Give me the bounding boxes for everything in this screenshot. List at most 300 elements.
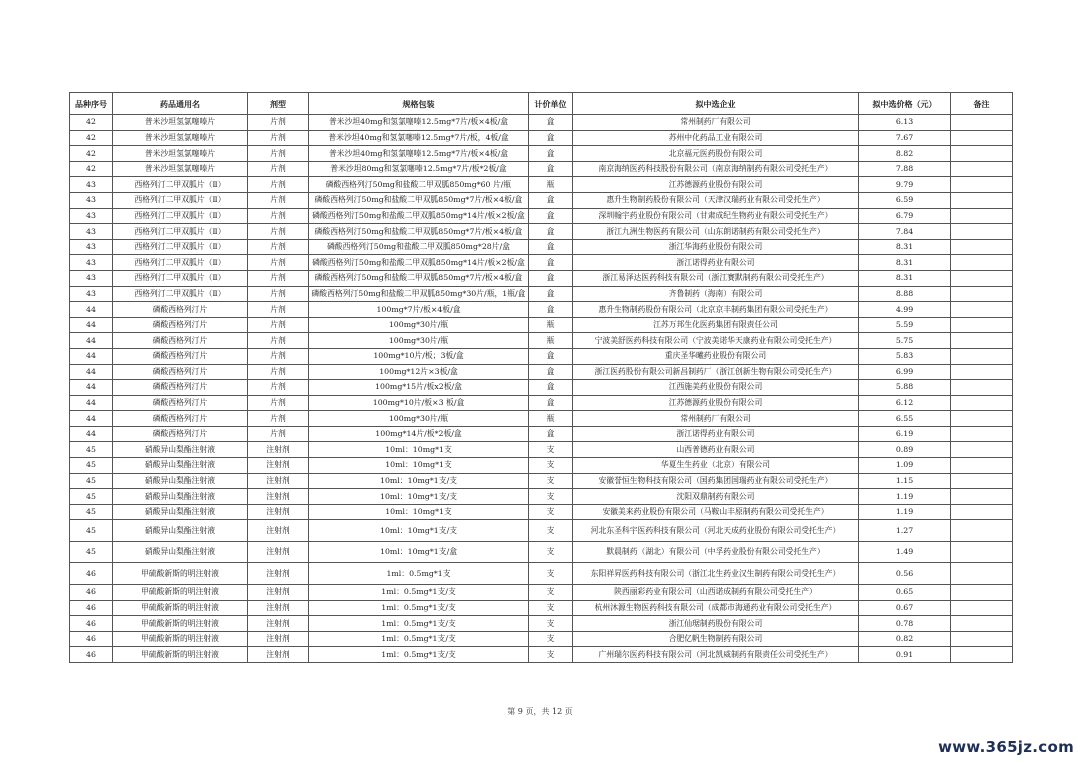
col-company-cell: 北京福元医药股份有限公司 [573,146,859,162]
col-dosage-form-cell: 片剂 [248,395,309,411]
col-spec-cell: 100mg*30片/瓶 [309,317,529,333]
col-drug-name-cell: 西格列汀二甲双胍片（Ⅱ） [113,192,248,208]
col-index-cell: 45 [70,504,113,520]
header-drug-name: 药品通用名 [113,93,248,115]
col-unit-cell: 支 [529,647,573,663]
col-drug-name-cell: 磷酸西格列汀片 [113,333,248,349]
col-company-cell: 杭州沐源生物医药科技有限公司（成都市海通药业有限公司受托生产） [573,600,859,616]
col-spec-cell: 100mg*15片/板x2板/盒 [309,380,529,396]
col-company-cell: 宁波美舒医药科技有限公司（宁波美诺华天康药业有限公司受托生产） [573,333,859,349]
col-company-cell: 安徽誉恒生物科技有限公司（国药集团国瑞药业有限公司受托生产） [573,473,859,489]
col-spec-cell: 普米沙坦40mg和氢氯噻嗪12.5mg*7片/板×4板/盒 [309,146,529,162]
col-dosage-form-cell: 注射剂 [248,647,309,663]
col-price-cell: 1.27 [859,520,951,542]
site-watermark: www.365jz.com [938,738,1074,756]
col-dosage-form-cell: 片剂 [248,317,309,333]
table-row [70,473,1013,489]
col-remark-cell [951,146,1013,162]
header-spec: 规格包装 [309,93,529,115]
col-index-cell: 43 [70,270,113,286]
col-spec-cell: 磷酸西格列汀50mg和盐酸二甲双胍850mg*7片/板×4板/盒 [309,224,529,240]
col-index-cell: 45 [70,520,113,542]
col-company-cell: 浙江仙琚制药股份有限公司 [573,616,859,632]
col-price-cell: 0.89 [859,442,951,458]
col-price-cell: 1.09 [859,458,951,474]
col-drug-name-cell: 甲硫酸新斯的明注射液 [113,647,248,663]
col-index-cell: 44 [70,380,113,396]
col-index-cell: 42 [70,161,113,177]
col-index-cell: 45 [70,489,113,505]
table-row [70,224,1013,240]
col-company-cell: 江西施美药业股份有限公司 [573,380,859,396]
header-price: 拟中选价格（元） [859,93,951,115]
col-remark-cell [951,224,1013,240]
col-price-cell: 6.19 [859,426,951,442]
header-unit: 计价单位 [529,93,573,115]
col-remark-cell [951,395,1013,411]
col-company-cell: 山西普德药业有限公司 [573,442,859,458]
col-dosage-form-cell: 注射剂 [248,473,309,489]
col-dosage-form-cell: 片剂 [248,177,309,193]
page-number: 第 9 页，共 12 页 [507,707,573,716]
table-row [70,192,1013,208]
col-dosage-form-cell: 片剂 [248,302,309,318]
col-unit-cell: 支 [529,563,573,585]
table-row [70,442,1013,458]
col-unit-cell: 盒 [529,286,573,302]
col-unit-cell: 支 [529,541,573,563]
col-price-cell: 0.82 [859,631,951,647]
col-spec-cell: 100mg*12片×3板/盒 [309,364,529,380]
table-row [70,600,1013,616]
table-body [70,115,1013,663]
header-index: 品种序号 [70,93,113,115]
col-spec-cell: 磷酸西格列汀50mg和盐酸二甲双胍850mg*14片/板×2板/盒 [309,255,529,271]
col-index-cell: 44 [70,348,113,364]
col-price-cell: 4.99 [859,302,951,318]
col-remark-cell [951,504,1013,520]
col-spec-cell: 10ml：10mg*1支/支 [309,489,529,505]
col-price-cell: 5.88 [859,380,951,396]
col-price-cell: 0.67 [859,600,951,616]
col-price-cell: 8.31 [859,270,951,286]
col-company-cell: 浙江诺得药业有限公司 [573,426,859,442]
col-dosage-form-cell: 注射剂 [248,600,309,616]
col-unit-cell: 盒 [529,255,573,271]
col-remark-cell [951,177,1013,193]
col-dosage-form-cell: 片剂 [248,130,309,146]
col-dosage-form-cell: 片剂 [248,192,309,208]
col-spec-cell: 1ml：0.5mg*1支/支 [309,600,529,616]
col-company-cell: 安徽美来药业股份有限公司（马鞍山丰原制药有限公司受托生产） [573,504,859,520]
col-price-cell: 6.59 [859,192,951,208]
col-company-cell: 江苏德源药业股份有限公司 [573,395,859,411]
col-drug-name-cell: 西格列汀二甲双胍片（Ⅱ） [113,270,248,286]
col-unit-cell: 支 [529,442,573,458]
col-remark-cell [951,520,1013,542]
col-dosage-form-cell: 注射剂 [248,631,309,647]
col-index-cell: 44 [70,426,113,442]
col-dosage-form-cell: 注射剂 [248,584,309,600]
col-dosage-form-cell: 注射剂 [248,563,309,585]
col-dosage-form-cell: 片剂 [248,348,309,364]
col-unit-cell: 支 [529,584,573,600]
col-spec-cell: 1ml：0.5mg*1支/支 [309,584,529,600]
col-remark-cell [951,270,1013,286]
col-remark-cell [951,541,1013,563]
col-drug-name-cell: 普米沙坦氢氯噻嗪片 [113,161,248,177]
col-price-cell: 0.78 [859,616,951,632]
col-drug-name-cell: 磷酸西格列汀片 [113,348,248,364]
col-dosage-form-cell: 注射剂 [248,504,309,520]
table-row [70,380,1013,396]
col-drug-name-cell: 硝酸异山梨酯注射液 [113,520,248,542]
col-remark-cell [951,380,1013,396]
col-remark-cell [951,130,1013,146]
col-company-cell: 常州制药厂有限公司 [573,115,859,131]
col-spec-cell: 10ml：10mg*1支/支 [309,520,529,542]
col-index-cell: 44 [70,302,113,318]
col-spec-cell: 普米沙坦80mg和氢氯噻嗪12.5mg*7片/板*2板/盒 [309,161,529,177]
col-dosage-form-cell: 注射剂 [248,458,309,474]
col-unit-cell: 支 [529,520,573,542]
col-drug-name-cell: 西格列汀二甲双胍片（Ⅱ） [113,208,248,224]
col-company-cell: 东阳祥昇医药科技有限公司（浙江北生药业汉生制药有限公司受托生产） [573,563,859,585]
col-unit-cell: 支 [529,600,573,616]
table-row [70,411,1013,427]
col-drug-name-cell: 磷酸西格列汀片 [113,395,248,411]
col-unit-cell: 盒 [529,224,573,240]
col-company-cell: 江苏德源药业股份有限公司 [573,177,859,193]
col-unit-cell: 盒 [529,395,573,411]
col-drug-name-cell: 西格列汀二甲双胍片（Ⅱ） [113,255,248,271]
table-row [70,161,1013,177]
col-company-cell: 深圳翰宇药业股份有限公司（甘肃成纪生物药业有限公司受托生产） [573,208,859,224]
col-index-cell: 42 [70,146,113,162]
header-company: 拟中选企业 [573,93,859,115]
col-index-cell: 44 [70,411,113,427]
col-spec-cell: 100mg*7片/板×4板/盒 [309,302,529,318]
col-drug-name-cell: 西格列汀二甲双胍片（Ⅱ） [113,224,248,240]
col-price-cell: 1.19 [859,489,951,505]
col-dosage-form-cell: 注射剂 [248,442,309,458]
table-row [70,130,1013,146]
col-index-cell: 44 [70,333,113,349]
col-drug-name-cell: 磷酸西格列汀片 [113,364,248,380]
col-price-cell: 8.31 [859,255,951,271]
col-index-cell: 45 [70,541,113,563]
table-row [70,647,1013,663]
col-price-cell: 6.13 [859,115,951,131]
col-price-cell: 1.49 [859,541,951,563]
col-price-cell: 5.75 [859,333,951,349]
col-company-cell: 浙江诺得药业有限公司 [573,255,859,271]
col-price-cell: 1.15 [859,473,951,489]
col-spec-cell: 10ml：10mg*1支 [309,504,529,520]
col-price-cell: 6.55 [859,411,951,427]
col-company-cell: 广州瑞尔医药科技有限公司（河北凯威制药有限责任公司受托生产） [573,647,859,663]
col-spec-cell: 1ml：0.5mg*1支/支 [309,631,529,647]
col-drug-name-cell: 普米沙坦氢氯噻嗪片 [113,115,248,131]
col-dosage-form-cell: 片剂 [248,411,309,427]
col-dosage-form-cell: 片剂 [248,208,309,224]
col-company-cell: 惠升生物制药股份有限公司（天津汉瑞药业有限公司受托生产） [573,192,859,208]
col-drug-name-cell: 甲硫酸新斯的明注射液 [113,584,248,600]
col-company-cell: 惠升生物制药股份有限公司（北京京丰制药集团有限公司受托生产） [573,302,859,318]
col-unit-cell: 支 [529,504,573,520]
col-index-cell: 42 [70,130,113,146]
col-dosage-form-cell: 片剂 [248,380,309,396]
col-index-cell: 43 [70,255,113,271]
table-row [70,115,1013,131]
col-unit-cell: 盒 [529,161,573,177]
table-row [70,458,1013,474]
col-remark-cell [951,161,1013,177]
col-spec-cell: 100mg*10片/板×3 板/盒 [309,395,529,411]
col-dosage-form-cell: 片剂 [248,146,309,162]
col-price-cell: 8.88 [859,286,951,302]
col-spec-cell: 100mg*30片/瓶 [309,333,529,349]
table-row [70,317,1013,333]
col-remark-cell [951,631,1013,647]
table-row [70,364,1013,380]
col-remark-cell [951,616,1013,632]
table-row [70,541,1013,563]
col-unit-cell: 盒 [529,302,573,318]
col-price-cell: 0.56 [859,563,951,585]
col-unit-cell: 瓶 [529,411,573,427]
col-price-cell: 7.67 [859,130,951,146]
col-price-cell: 6.79 [859,208,951,224]
col-unit-cell: 瓶 [529,333,573,349]
table-row [70,563,1013,585]
table-row [70,208,1013,224]
col-drug-name-cell: 硝酸异山梨酯注射液 [113,473,248,489]
col-dosage-form-cell: 片剂 [248,426,309,442]
table-row [70,426,1013,442]
col-spec-cell: 磷酸西格列汀50mg和盐酸二甲双胍850mg*30片/瓶，1瓶/盒 [309,286,529,302]
col-drug-name-cell: 硝酸异山梨酯注射液 [113,504,248,520]
col-company-cell: 常州制药厂有限公司 [573,411,859,427]
col-spec-cell: 普米沙坦40mg和氢氯噻嗪12.5mg*7片/板×4板/盒 [309,115,529,131]
col-dosage-form-cell: 片剂 [248,286,309,302]
col-drug-name-cell: 硝酸异山梨酯注射液 [113,489,248,505]
col-dosage-form-cell: 片剂 [248,239,309,255]
col-company-cell: 重庆圣华曦药业股份有限公司 [573,348,859,364]
col-index-cell: 45 [70,458,113,474]
col-dosage-form-cell: 注射剂 [248,489,309,505]
col-drug-name-cell: 普米沙坦氢氯噻嗪片 [113,130,248,146]
table-row [70,616,1013,632]
col-company-cell: 浙江医药股份有限公司新昌制药厂（浙江创新生物有限公司受托生产） [573,364,859,380]
col-price-cell: 0.65 [859,584,951,600]
table-row [70,239,1013,255]
col-spec-cell: 磷酸西格列汀50mg和盐酸二甲双胍850mg*28片/盒 [309,239,529,255]
col-company-cell: 南京海纳医药科技股份有限公司（南京海纳制药有限公司受托生产） [573,161,859,177]
col-remark-cell [951,647,1013,663]
col-spec-cell: 普米沙坦40mg和氢氯噻嗪12.5mg*7片/板，4板/盒 [309,130,529,146]
col-price-cell: 5.83 [859,348,951,364]
col-company-cell: 合肥亿帆生物制药有限公司 [573,631,859,647]
col-dosage-form-cell: 片剂 [248,333,309,349]
table-row [70,333,1013,349]
table-row [70,584,1013,600]
col-remark-cell [951,286,1013,302]
col-remark-cell [951,115,1013,131]
col-remark-cell [951,489,1013,505]
col-drug-name-cell: 甲硫酸新斯的明注射液 [113,600,248,616]
col-spec-cell: 10ml：10mg*1支/盒 [309,541,529,563]
col-unit-cell: 支 [529,489,573,505]
col-price-cell: 7.84 [859,224,951,240]
col-unit-cell: 盒 [529,380,573,396]
col-price-cell: 1.19 [859,504,951,520]
col-remark-cell [951,255,1013,271]
col-company-cell: 浙江易泽达医药科技有限公司（浙江赛默制药有限公司受托生产） [573,270,859,286]
table-row [70,270,1013,286]
col-price-cell: 8.82 [859,146,951,162]
table-row [70,395,1013,411]
col-drug-name-cell: 硝酸异山梨酯注射液 [113,541,248,563]
col-company-cell: 默晨制药（湖北）有限公司（中孚药业股份有限公司受托生产） [573,541,859,563]
col-spec-cell: 100mg*14片/板*2板/盒 [309,426,529,442]
col-company-cell: 苏州中化药品工业有限公司 [573,130,859,146]
col-index-cell: 43 [70,177,113,193]
col-unit-cell: 盒 [529,270,573,286]
col-dosage-form-cell: 注射剂 [248,616,309,632]
col-spec-cell: 磷酸西格列汀50mg和盐酸二甲双胍850mg*7片/板×4板/盒 [309,270,529,286]
col-unit-cell: 瓶 [529,317,573,333]
col-company-cell: 陕西丽彩药业有限公司（山西诺成制药有限公司受托生产） [573,584,859,600]
col-index-cell: 42 [70,115,113,131]
col-company-cell: 浙江华海药业股份有限公司 [573,239,859,255]
col-dosage-form-cell: 片剂 [248,115,309,131]
col-remark-cell [951,348,1013,364]
col-drug-name-cell: 硝酸异山梨酯注射液 [113,458,248,474]
col-drug-name-cell: 甲硫酸新斯的明注射液 [113,563,248,585]
table-row [70,146,1013,162]
col-unit-cell: 盒 [529,115,573,131]
col-index-cell: 43 [70,208,113,224]
col-index-cell: 45 [70,473,113,489]
col-dosage-form-cell: 注射剂 [248,541,309,563]
col-remark-cell [951,317,1013,333]
col-price-cell: 6.99 [859,364,951,380]
col-dosage-form-cell: 片剂 [248,270,309,286]
table-row [70,177,1013,193]
col-dosage-form-cell: 注射剂 [248,520,309,542]
col-drug-name-cell: 西格列汀二甲双胍片（Ⅱ） [113,286,248,302]
col-spec-cell: 100mg*30片/瓶 [309,411,529,427]
col-spec-cell: 1ml：0.5mg*1支/支 [309,616,529,632]
col-index-cell: 46 [70,600,113,616]
col-unit-cell: 盒 [529,426,573,442]
col-company-cell: 沈阳双鼎制药有限公司 [573,489,859,505]
col-spec-cell: 10ml：10mg*1支 [309,458,529,474]
col-index-cell: 44 [70,317,113,333]
col-unit-cell: 盒 [529,192,573,208]
col-remark-cell [951,442,1013,458]
header-remark: 备注 [951,93,1013,115]
table-row [70,286,1013,302]
table-header [70,93,1013,115]
col-drug-name-cell: 甲硫酸新斯的明注射液 [113,631,248,647]
table-row [70,504,1013,520]
col-remark-cell [951,584,1013,600]
col-drug-name-cell: 磷酸西格列汀片 [113,426,248,442]
col-spec-cell: 1ml：0.5mg*1支/支 [309,647,529,663]
col-index-cell: 45 [70,442,113,458]
col-drug-name-cell: 甲硫酸新斯的明注射液 [113,616,248,632]
col-index-cell: 43 [70,192,113,208]
col-unit-cell: 支 [529,616,573,632]
col-drug-name-cell: 磷酸西格列汀片 [113,317,248,333]
col-remark-cell [951,458,1013,474]
col-index-cell: 46 [70,616,113,632]
col-price-cell: 7.88 [859,161,951,177]
col-remark-cell [951,364,1013,380]
col-index-cell: 44 [70,395,113,411]
col-drug-name-cell: 普米沙坦氢氯噻嗪片 [113,146,248,162]
col-unit-cell: 盒 [529,239,573,255]
col-spec-cell: 磷酸西格列汀50mg和盐酸二甲双胍850mg*14片/板×2板/盒 [309,208,529,224]
col-unit-cell: 支 [529,631,573,647]
header-row [70,93,1013,115]
table-row [70,631,1013,647]
col-index-cell: 46 [70,584,113,600]
col-drug-name-cell: 磷酸西格列汀片 [113,411,248,427]
col-dosage-form-cell: 片剂 [248,224,309,240]
col-unit-cell: 盒 [529,208,573,224]
col-index-cell: 46 [70,563,113,585]
col-index-cell: 46 [70,647,113,663]
col-company-cell: 江苏万邦生化医药集团有限责任公司 [573,317,859,333]
col-company-cell: 河北东圣科宇医药科技有限公司（河北天成药业股份有限公司受托生产） [573,520,859,542]
col-index-cell: 43 [70,239,113,255]
col-index-cell: 43 [70,286,113,302]
col-spec-cell: 100mg*10片/板；3板/盒 [309,348,529,364]
col-drug-name-cell: 磷酸西格列汀片 [113,380,248,396]
col-company-cell: 华夏生生药业（北京）有限公司 [573,458,859,474]
col-unit-cell: 盒 [529,348,573,364]
col-company-cell: 浙江九洲生物医药有限公司（山东朗诺制药有限公司受托生产） [573,224,859,240]
col-price-cell: 5.59 [859,317,951,333]
col-spec-cell: 磷酸西格列汀50mg和盐酸二甲双胍850mg*60 片/瓶 [309,177,529,193]
col-price-cell: 0.91 [859,647,951,663]
col-remark-cell [951,333,1013,349]
col-remark-cell [951,426,1013,442]
table-row [70,302,1013,318]
table-row [70,520,1013,542]
col-unit-cell: 支 [529,458,573,474]
col-drug-name-cell: 硝酸异山梨酯注射液 [113,442,248,458]
col-dosage-form-cell: 片剂 [248,364,309,380]
col-drug-name-cell: 西格列汀二甲双胍片（Ⅱ） [113,177,248,193]
col-price-cell: 8.31 [859,239,951,255]
col-unit-cell: 盒 [529,130,573,146]
col-remark-cell [951,208,1013,224]
col-spec-cell: 磷酸西格列汀50mg和盐酸二甲双胍850mg*7片/板×4板/盒 [309,192,529,208]
col-price-cell: 6.12 [859,395,951,411]
table-row [70,348,1013,364]
col-drug-name-cell: 磷酸西格列汀片 [113,302,248,318]
col-remark-cell [951,563,1013,585]
col-index-cell: 46 [70,631,113,647]
col-spec-cell: 10ml：10mg*1支 [309,442,529,458]
col-index-cell: 43 [70,224,113,240]
col-remark-cell [951,239,1013,255]
col-index-cell: 44 [70,364,113,380]
